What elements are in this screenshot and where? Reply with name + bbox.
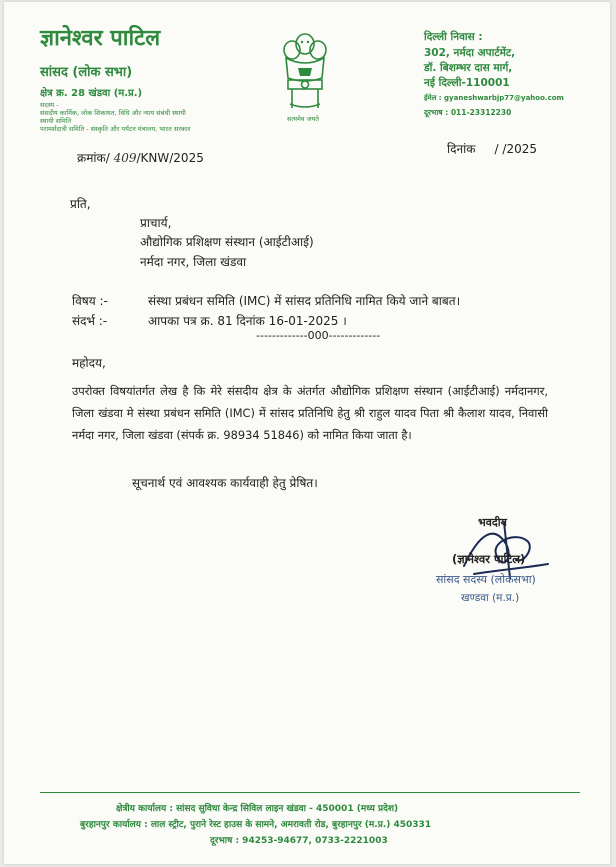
- salutation: महोदय,: [72, 356, 106, 370]
- phone-line: दूरभाष : 011-23312230: [424, 108, 512, 117]
- committee-1: संसदीय कार्मिक, लोक शिकायत, विधि और न्याय संबंधी स्थायी: [40, 109, 186, 117]
- reference-text: आपका पत्र क्र. 81 दिनांक 16-01-2025 ।: [148, 314, 347, 328]
- reference-number: [77, 149, 204, 166]
- letter-page: [4, 2, 610, 864]
- delhi-address-line-1: 302, नर्मदा अपार्टमेंट,: [424, 47, 516, 59]
- footer-line-1: क्षेत्रीय कार्यालय : सांसद सुविधा केन्द्र सिविल लाइन खंडवा - 450001 (मध्य प्रदेश): [116, 804, 399, 814]
- footer-line-3: दूरभाष : 94253-94677, 0733-2221003: [210, 836, 388, 846]
- date-line: [447, 140, 537, 157]
- member-label: सदस्य -: [40, 101, 59, 109]
- mp-designation: सांसद (लोक सभा): [40, 65, 133, 80]
- reference-label: क्रमांक/: [77, 151, 110, 165]
- reference-suffix: /KNW/2025: [136, 151, 204, 165]
- constituency: क्षेत्र क्र. 28 खंडवा (म.प्र.): [40, 88, 143, 99]
- letter-paragraph: उपरोक्त विषयांतर्गत लेख है कि मेरे संसदीय क्षेत्र के अंतर्गत औद्योगिक प्रशिक्षण संस्थान (आईटीआई) नर्मदानगर, जिला खंडवा मे संस्था प्रबंधन समिति (IMC) में सांसद प्रतिनिधि हेतु श्री राहुल यादव पिता श्री कैलाश यादव, निवासी नर्मदा नगर, जिला खंडवा (संपर्क क्र. 98934 51846) को नामित किया जाता है।: [72, 384, 548, 442]
- reference-label-subject: संदर्भ :-: [72, 314, 108, 328]
- committee-1b: स्थायी समिति: [40, 117, 72, 125]
- subject-label: विषय :-: [72, 294, 108, 308]
- prati-label: प्रति,: [70, 197, 91, 211]
- separator: -------------000-------------: [256, 329, 381, 342]
- subject-text: संस्था प्रबंधन समिति (IMC) में सांसद प्रतिनिधि नामित किये जाने बाबत।: [148, 294, 461, 308]
- signatory-name: (ज्ञानेश्वर पाटिल): [452, 552, 526, 566]
- signatory-title-stamp: सांसद सदस्य (लोकसभा): [436, 573, 536, 586]
- mp-name: ज्ञानेश्वर पाटिल: [40, 26, 161, 51]
- committee-2: परामर्शदात्री समिति - संस्कृति और पर्यटन मंत्रालय, भारत सरकार: [40, 125, 191, 133]
- recipient-line-3: नर्मदा नगर, जिला खंडवा: [140, 255, 247, 269]
- closing-line: सूचनार्थ एवं आवश्यक कार्यवाही हेतु प्रेषित।: [132, 476, 318, 490]
- date-label: दिनांक: [447, 142, 476, 156]
- bhavadiya: भवदीय: [478, 516, 507, 529]
- delhi-address-label: दिल्ली निवास :: [424, 31, 483, 43]
- emblem-caption: सत्यमेव जयते: [287, 115, 319, 123]
- delhi-address-line-3: नई दिल्ली-110001: [424, 77, 510, 89]
- delhi-address-line-2: डॉ. बिशम्भर दास मार्ग,: [424, 62, 513, 74]
- footer-line-2: बुरहानपुर कार्यालय : लाल स्ट्रीट, पुराने रेस्ट हाउस के सामने, अमरावती रोड, बुरहानपुर (म.प्र.) 450331: [80, 820, 432, 830]
- footer-divider: [40, 792, 580, 793]
- recipient-line-2: औद्योगिक प्रशिक्षण संस्थान (आईटीआई): [140, 235, 314, 249]
- date-value: / /2025: [494, 142, 537, 156]
- recipient-line-1: प्राचार्य,: [140, 216, 172, 230]
- national-emblem-icon: [276, 28, 334, 116]
- signatory-place-stamp: खण्डवा (म.प्र.): [461, 592, 520, 604]
- handwritten-number: 409: [113, 151, 137, 165]
- email-line: ईमेल : gyaneshwarbjp77@yahoo.com: [424, 94, 564, 102]
